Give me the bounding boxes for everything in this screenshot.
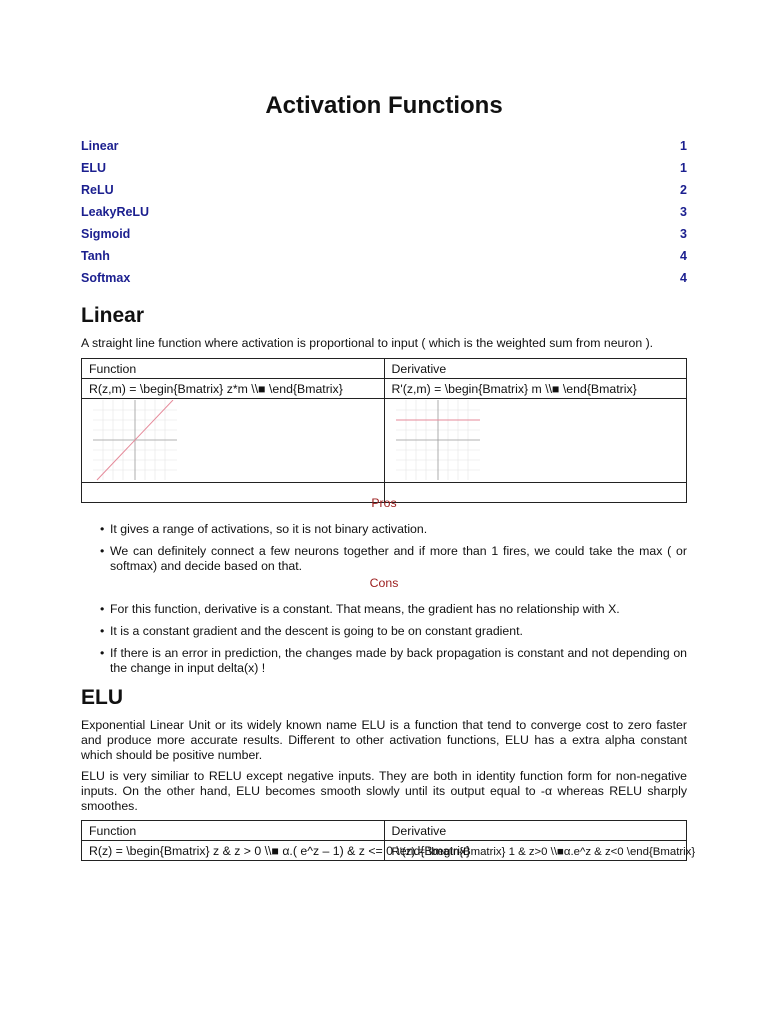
list-item: • If there is an error in prediction, the changes made by back propagation is constant and not depending on the change in input delta(x) ! (100, 646, 687, 676)
page-title: Activation Functions (265, 92, 503, 119)
toc-page: 2 (680, 183, 687, 197)
toc-label: ReLU (81, 183, 114, 197)
elu-paragraph-2: ELU is very similiar to RELU except negative inputs. They are both in identity function form for non-negative inputs. On the other hand, ELU becomes smooth slowly until its output equal to -α whereas RELU sharply smoothes. (81, 769, 687, 813)
toc-page: 1 (680, 139, 687, 153)
toc-item-elu[interactable] (81, 160, 687, 182)
function-formula-cell (82, 841, 471, 861)
function-plot-cell (82, 399, 385, 483)
derivative-formula: R'(z,m) = \begin{Bmatrix} m \\■ \end{Bmatrix} (391, 381, 637, 396)
table-header-derivative: Derivative (384, 821, 687, 841)
linear-function-table (81, 358, 687, 503)
toc-item-softmax[interactable] (81, 270, 687, 292)
toc-item-linear[interactable] (81, 138, 687, 160)
cons-list (100, 602, 687, 683)
table-header-function: Function (82, 359, 385, 379)
section-heading-linear: Linear (81, 304, 145, 327)
list-item: • It is a constant gradient and the descent is going to be on constant gradient. (100, 624, 687, 639)
toc-page: 3 (680, 205, 687, 219)
toc-label: Softmax (81, 271, 131, 285)
linear-derivative-plot (396, 400, 486, 482)
table-of-contents (81, 138, 687, 292)
toc-page: 4 (680, 249, 687, 263)
elu-function-table (81, 820, 696, 861)
toc-page: 3 (680, 227, 687, 241)
pros-list (100, 522, 687, 581)
function-formula: R(z) = \begin{Bmatrix} z & z > 0 \\■ α.( e^z – 1) & z <= 0 \end{Bmatrix} (89, 843, 471, 858)
toc-item-relu[interactable] (81, 182, 687, 204)
cons-heading: Cons (369, 576, 399, 590)
derivative-formula-cell (384, 379, 687, 399)
list-item: • For this function, derivative is a constant. That means, the gradient has no relationship with X. (100, 602, 687, 617)
list-item: • We can definitely connect a few neurons together and if more than 1 fires, we could take the max ( or softmax) and decide based on that. (100, 544, 687, 574)
toc-page: 4 (680, 271, 687, 285)
toc-label: Tanh (81, 249, 110, 263)
function-formula-cell (82, 379, 385, 399)
toc-label: ELU (81, 161, 106, 175)
toc-item-tanh[interactable] (81, 248, 687, 270)
toc-label: Linear (81, 139, 119, 153)
toc-page: 1 (680, 161, 687, 175)
toc-label: LeakyReLU (81, 205, 150, 219)
linear-function-plot (93, 400, 183, 482)
elu-paragraph-1: Exponential Linear Unit or its widely known name ELU is a function that tend to converge cost to zero faster and produce more accurate results. Different to other activation functions, ELU has a extra alpha constant which should be positive number. (81, 718, 687, 762)
toc-item-leakyrelu[interactable] (81, 204, 687, 226)
table-header-derivative: Derivative (384, 359, 687, 379)
table-header-function: Function (82, 821, 385, 841)
toc-item-sigmoid[interactable] (81, 226, 687, 248)
section-heading-elu: ELU (81, 686, 123, 709)
toc-label: Sigmoid (81, 227, 131, 241)
function-formula: R(z,m) = \begin{Bmatrix} z*m \\■ \end{Bmatrix} (89, 381, 343, 396)
derivative-formula: R'(z) = \begin{Bmatrix} 1 & z>0 \\■α.e^z & z<0 \end{Bmatrix} (391, 845, 696, 858)
derivative-plot-cell (384, 399, 687, 483)
linear-intro: A straight line function where activation is proportional to input ( which is the weighted sum from neuron ). (81, 336, 654, 350)
list-item: • It gives a range of activations, so it is not binary activation. (100, 522, 687, 537)
pros-heading: Pros (371, 496, 397, 510)
